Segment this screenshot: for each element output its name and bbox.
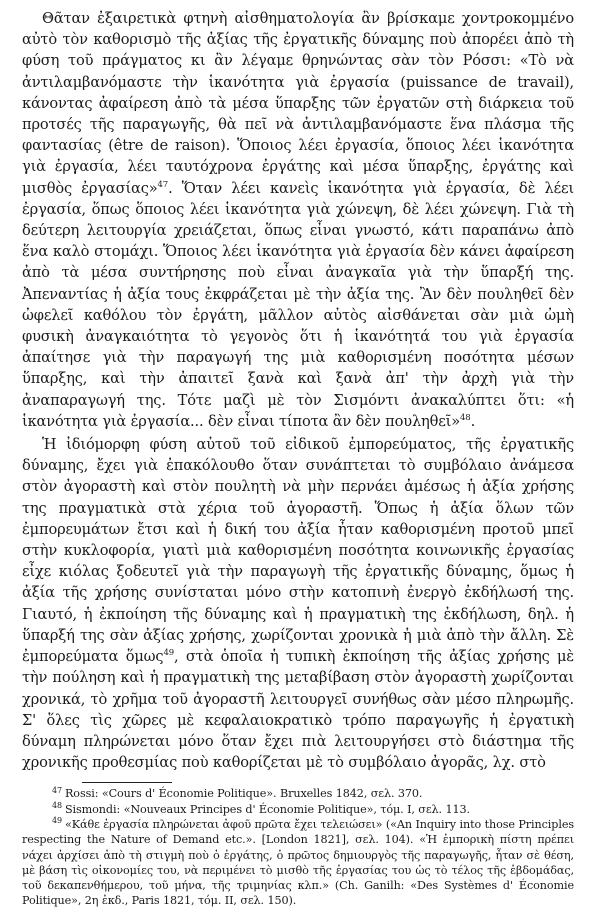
footnote-number: 49 — [52, 816, 62, 826]
paragraph-2-text: Ἡ ἰδιόμορφη φύση αὐτοῦ τοῦ εἰδικοῦ ἐμπορεύματος, τῆς ἐργατικῆς δύναμης, ἔχει γιὰ ἐπακόλουθο ὅταν συνάπτεται τὸ συμβόλαιο ἀνάμεσα στὸν ἀγοραστὴ καὶ στὸν πουλητὴ νὰ μὴν περνάει ἀμέσως ἡ ἀξία χρήσης της πραγματικὰ στὰ χέρια τοῦ ἀγοραστῆ. Ὅπως ἡ ἀξία ὅλων τῶν ἐμπορευμάτων ἔτσι καὶ ἡ δική του ἀξία ἦταν καθορισμένη προτοῦ μπεῖ στὴν κυκλοφορία, γιατὶ μιὰ καθορισμένη ποσότητα κοινωνικῆς ἐργασίας εἶχε κιόλας ξοδευτεῖ γιὰ τὴν παραγωγὴ τῆς ἐργατικῆς δύναμης, ὅμως ἡ ἀξία τῆς χρήσης συνίσταται μόνο στὴν κατοπινὴ ἐνεργὸ ἐκδήλωσή της. Γιαυτό, ἡ ἐκποίηση τῆς δύναμης καὶ ἡ πραγματικὴ της ἐκδήλωση, δηλ. ἡ ὕπαρξή της σὰν ἀξίας χρήσης, χωρίζονται χρονικὰ ἡ μιὰ ἀπὸ τὴν ἄλλη. Σὲ ἐμπορεύματα ὅμως$^{49}$, στὰ ὁποῖα ἡ τυπικὴ ἐκποίηση τῆς ἀξίας χρήσης μὲ τὴν πούληση καὶ ἡ πραγματικὴ της μεταβίβαση στὸν ἀγοραστὴ χωρίζονται χρονικά, τὸ χρῆμα τοῦ ἀγοραστῆ λειτουργεῖ συνήθως σὰν μέσο πληρωμῆς. Σ' ὅλες τὶς χῶρες μὲ κεφαλαιοκρατικὸ τρόπο παραγωγῆς ἡ ἐργατικὴ δύναμη πληρώνεται μόνο ὅταν ἔχει πιὰ λειτουργήσει στὸ διάστημα τῆς χρονικῆς προθεσμίας ποὺ καθορίζεται μὲ τὸ συμβόλαιο ἀγορᾶς, λχ. στὸ — [22, 436, 574, 772]
paragraph-2 — [22, 434, 574, 773]
footnote-ref-48: 48 — [460, 413, 471, 423]
paragraph-1 — [22, 8, 574, 432]
footnote-47 — [22, 786, 574, 801]
footnote-number: 47 — [52, 785, 62, 795]
footnote-ref-47: 47 — [157, 179, 169, 190]
footnote-text: «Κάθε ἐργασία πληρώνεται ἀφοῦ πρῶτα ἔχει τελειώσει» («An Inquiry into those Principles respecting the Nature of Demand etc.». [London 1821], σελ. 104). «Ἡ ἐμπορικὴ πίστη πρέπει νάχει ἀρχίσει ἀπὸ τὴ στιγμὴ ποὺ ὁ ἐργάτης, ὁ πρῶτος δημιουργὸς τῆς παραγωγῆς, ἦταν σὲ θέση, μὲ βάση τὶς οἰκονομίες του, νὰ περιμένει τὸ μισθὸ τῆς ἐργασίας του ὡς τὸ τέλος τῆς ἑβδομάδας, τοῦ δεκαπενθήμερου, τοῦ μήνα, τῆς τριμηνίας κλπ.» (Ch. Ganilh: «Des Systèmes d' Économie Politique», 2η ἐκδ., Paris 1821, τόμ. II, σελ. 150). — [22, 817, 574, 908]
footnote-text: Sismondi: «Nouveaux Principes d' Économie Politique», τόμ. I, σελ. 113. — [64, 802, 470, 816]
footnote-text: Rossi: «Cours d' Économie Politique». Bruxelles 1842, σελ. 370. — [64, 787, 423, 801]
book-page — [22, 8, 574, 909]
footnote-48 — [22, 802, 574, 817]
footnote-divider — [82, 782, 172, 783]
footnote-49 — [22, 817, 574, 909]
paragraph-1-text: Θᾶταν ἐξαιρετικὰ φτηνὴ αἰσθηματολογία ἂν βρίσκαμε χοντροκομμένο αὐτὸ τὸν καθορισμὸ τῆς ἀξίας τῆς ἐργατικῆς δύναμης ποὺ ἀπορέει ἀπὸ τὴ φύση τοῦ πράγματος κι ἂν λέγαμε θρηνώντας σὰν τὸν Ρόσσι: «Τὸ νὰ ἀντιλαμβανόμαστε τὴν ἱκανότητα γιὰ ἐργασία (puissance de travail), κάνοντας ἀφαίρεση ἀπὸ τὰ μέσα ὕπαρξης τῶν ἐργατῶν στὴ διάρκεια τοῦ προτσές τῆς παραγωγῆς, θὰ πεῖ νὰ ἀντιλαμβανόμαστε ἕνα πλάσμα τῆς φαντασίας (être de raison). Ὅποιος λέει ἐργασία, ὅποιος λέει ἱκανότητα γιὰ ἐργασία, λέει ταυτόχρονα ἐργάτης καὶ μέσα ὕπαρξης, ἐργάτης καὶ μισθὸς ἐργασίας»$^{47}$. Ὅταν λέει κανεὶς ἱκανότητα γιὰ ἐργασία, δὲ λέει ἐργασία, ὅπως ὅποιος λέει ἱκανότητα γιὰ χώνεψη, δὲ λέει χώνεψη. Γιὰ τὴ δεύτερη λειτουργία χρειάζεται, ὅπως εἶναι γνωστό, κάτι παραπάνω ἀπὸ ἕνα καλὸ στομάχι. Ὅποιος λέει ἱκανότητα γιὰ ἐργασία δὲν κάνει ἀφαίρεση ἀπὸ τὰ μέσα συντήρησης ποὺ εἶναι ἀναγκαῖα γιὰ τὴν ὕπαρξή της. Ἀπεναντίας ἡ ἀξία τους ἐκφράζεται μὲ τὴν ἀξία της. Ἂν δὲν πουληθεῖ δὲν ὠφελεῖ καθόλου τὸν ἐργάτη, μᾶλλον αὐτὸς αἰσθάνεται σὰν μιὰ ὠμὴ φυσικὴ ἀναγκαιότητα τὸ γεγονὸς ὅτι ἡ ἱκανότητά του γιὰ ἐργασία ἀπαίτησε γιὰ τὴν παραγωγή της μιὰ καθορισμένη ποσότητα μέσων ὕπαρξης, καὶ τὴν ἀπαιτεῖ ξανὰ καὶ ξανὰ ἀπ' τὴν ἀρχὴ γιὰ τὴν ἀναπαραγωγή της. Τότε μαζὶ μὲ τὸν Σισμόντι ἀνακαλύπτει ὅτι: «ἡ ἱκανότητα γιὰ ἐργασία... δὲν εἶναι τίποτα ἂν δὲν πουληθεῖ»$^{48}$. — [22, 10, 574, 430]
footnote-number: 48 — [52, 800, 62, 810]
footnote-ref-49: 49 — [163, 648, 174, 659]
